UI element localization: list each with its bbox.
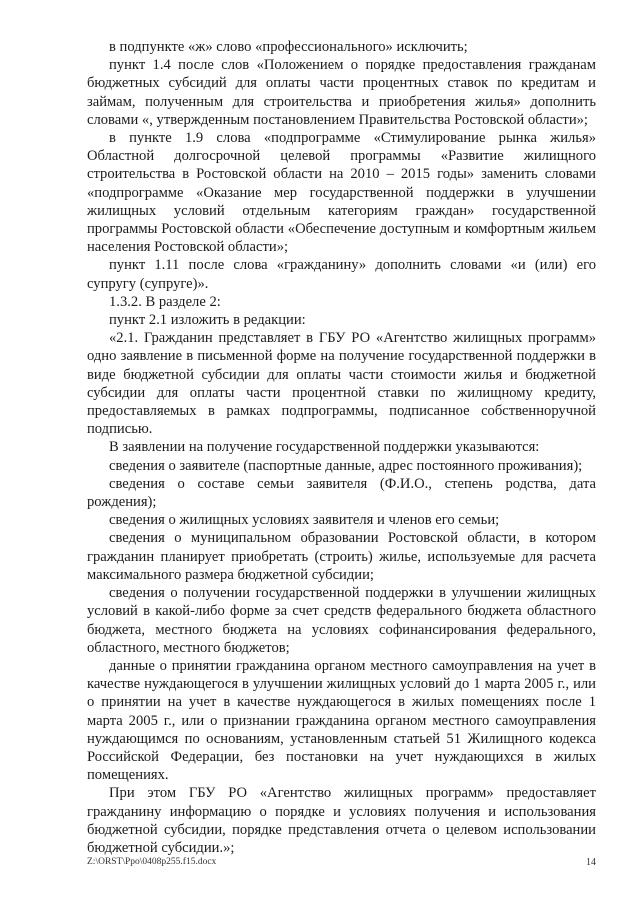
- paragraph-agency-information: При этом ГБУ РО «Агентство жилищных программ» предоставляет гражданину информацию о порядке и условиях получения и использования бюджетной субсидии, порядке представления отчета о целевом использовании бюджетной субсидии.»;: [87, 785, 596, 856]
- list-item-registration-data: данные о принятии гражданина органом местного самоуправления на учет в качестве нуждающегося в улучшении жилищных условий до 1 марта 2005 г., или о принятии на учет в качестве нуждающегося в жилых помещениях после 1 марта 2005 г., или о признании гражданина органом местного самоуправления нуждающимся по основаниям, установленным статьей 51 Жилищного кодекса Российской Федерации, без постановки на учет нуждающихся в жилых помещениях.: [87, 657, 596, 784]
- paragraph-clause-1-9: в пункте 1.9 слова «подпрограмме «Стимулирование рынка жилья» Областной долгосрочной целевой программы «Развитие жилищного строительства в Ростовской области на 2010 – 2015 годы» заменить словами «подпрограмме «Оказание мер государственной поддержки в улучшении жилищных условий отдельным категориям граждан» государственной программы Ростовской области «Обеспечение доступным и комфортным жильем населения Ростовской области»;: [87, 130, 596, 256]
- paragraph-clause-2-1-intro: пункт 2.1 изложить в редакции:: [109, 312, 306, 329]
- paragraph-subclause-zh: в подпункте «ж» слово «профессионального» исключить;: [109, 39, 468, 55]
- footer-page-number: 14: [586, 857, 596, 868]
- list-item-municipality: сведения о муниципальном образовании Ростовской области, в котором гражданин планирует приобретать (строить) жилье, используемые для расчета максимального размера бюджетной субсидии;: [87, 530, 596, 583]
- footer-file-path: Z:\ORST\Ppo\0408p255.f15.docx: [87, 857, 217, 867]
- paragraph-clause-1-4: пункт 1.4 после слов «Положением о порядке предоставления гражданам бюджетных субсидий для оплаты части процентных ставок по кредитам и займам, полученным для строительства и приобретения жилья» дополнить словами «, утвержденным постановлением Правительства Ростовской области»;: [87, 57, 596, 128]
- paragraph-application-contents: В заявлении на получение государственной поддержки указываются:: [109, 439, 540, 456]
- list-item-family-composition: сведения о составе семьи заявителя (Ф.И.О., степень родства, дата рождения);: [87, 475, 596, 511]
- document-body: [87, 38, 596, 857]
- list-item-applicant-info: сведения о заявителе (паспортные данные, адрес постоянного проживания);: [109, 457, 583, 474]
- paragraph-clause-2-1-text: «2.1. Гражданин представляет в ГБУ РО «Агентство жилищных программ» одно заявление в письменной форме на получение государственной поддержки в виде бюджетной субсидии для оплаты части стоимости жилья и бюджетной субсидии для оплаты части процентной ставки по жилищному кредиту, предоставляемых в рамках подпрограммы, подписанное собственноручной подписью.: [87, 330, 596, 438]
- paragraph-clause-1-11: пункт 1.11 после слова «гражданину» дополнить словами «и (или) его супругу (супруге)».: [87, 257, 596, 292]
- paragraph-section-1-3-2: 1.3.2. В разделе 2:: [109, 293, 221, 310]
- list-item-housing-conditions: сведения о жилищных условиях заявителя и членов его семьи;: [109, 512, 500, 529]
- list-item-state-support: сведения о получении государственной поддержки в улучшении жилищных условий в какой-либо форме за счет средств федерального бюджета областного бюджета, местного бюджета на условиях софинансирования федерального, областного, местного бюджетов;: [87, 585, 596, 656]
